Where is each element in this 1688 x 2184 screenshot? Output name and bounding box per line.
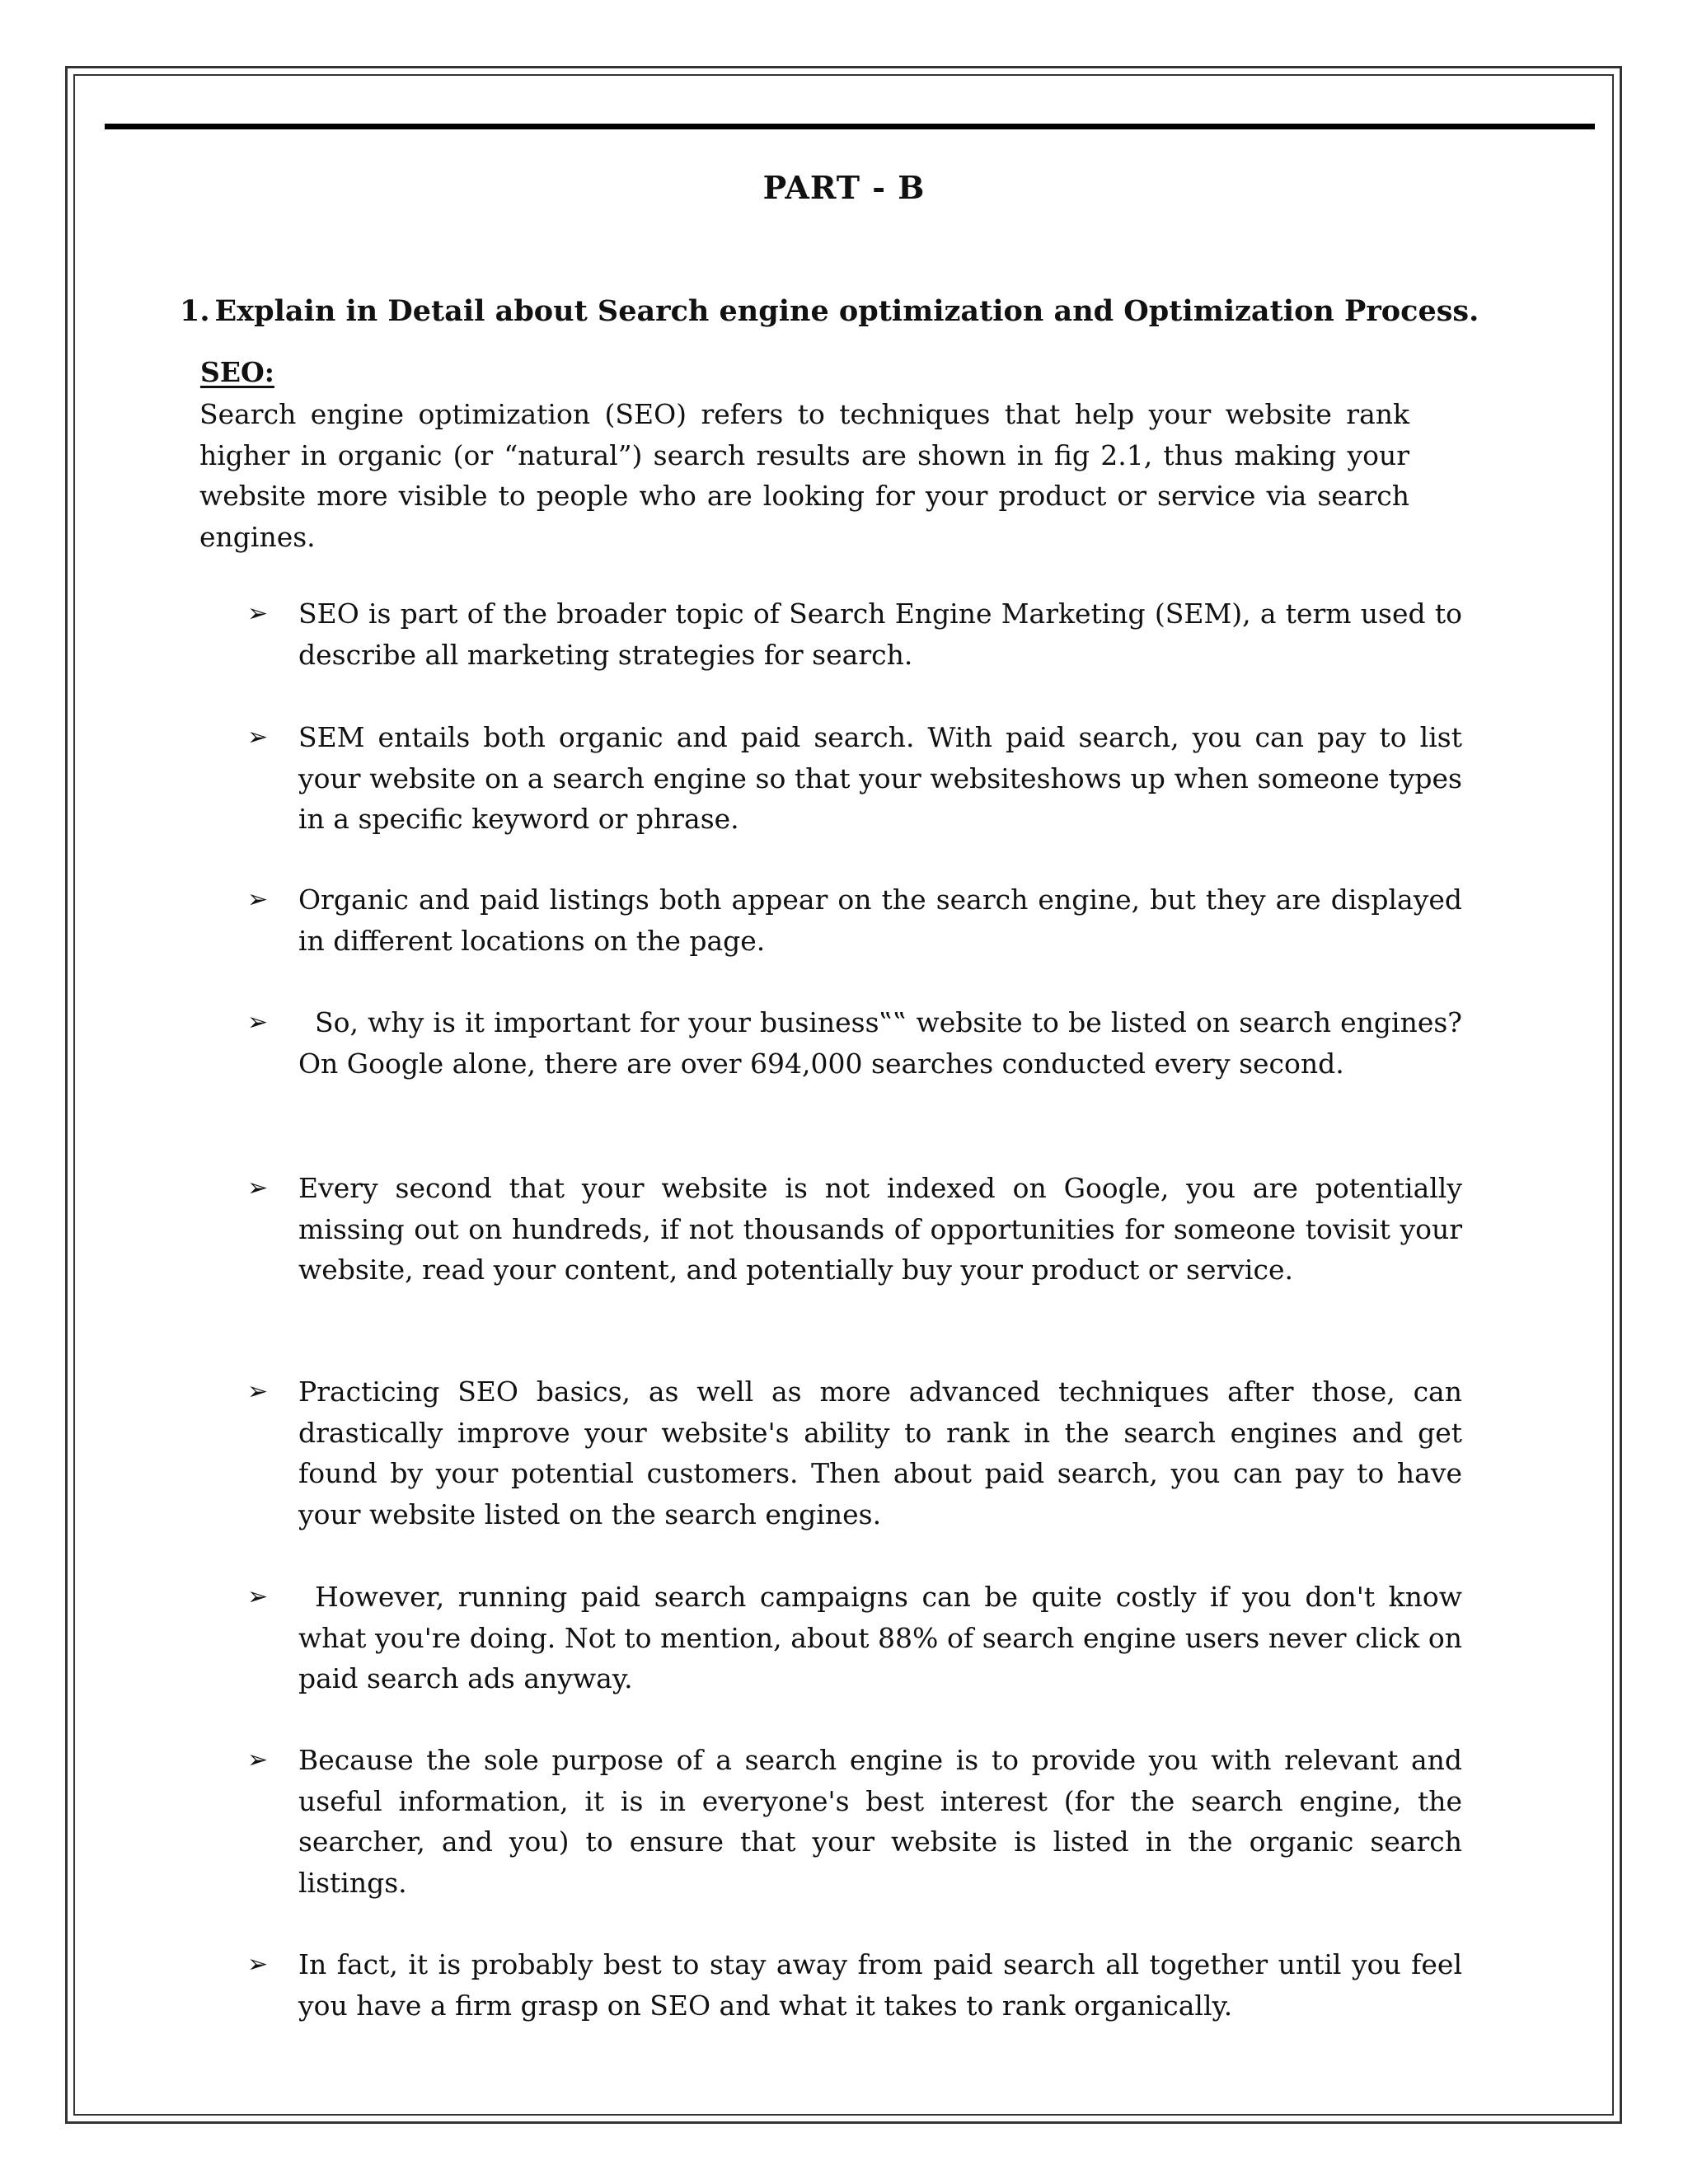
list-item-text: Organic and paid listings both appear on the search engine, but they are displayed in different locations on the page. xyxy=(298,883,1462,957)
list-item-text: Because the sole purpose of a search engine is to provide you with relevant and useful information, it is in everyone's best interest (for the search engine, the searcher, and you) to ensure that your website is listed in the organic search listings. xyxy=(298,1744,1462,1899)
question-number: 1. xyxy=(180,294,210,328)
question-text: Explain in Detail about Search engine optimization and Optimization Process. xyxy=(214,294,1479,328)
list-item-text: Every second that your website is not indexed on Google, you are potentially missing out on hundreds, if not thousands of opportunities for someone tovisit your website, read your content, and potentially buy your product or service. xyxy=(298,1172,1462,1286)
arrow-bullet-icon: ➢ xyxy=(247,599,269,628)
question-heading xyxy=(180,294,1581,328)
list-item xyxy=(247,1002,1462,1084)
list-item-text: SEO is part of the broader topic of Search Engine Marketing (SEM), a term used to describe all marketing strategies for search. xyxy=(298,598,1462,671)
arrow-bullet-icon: ➢ xyxy=(247,1950,269,1979)
list-item xyxy=(247,1577,1462,1699)
arrow-bullet-icon: ➢ xyxy=(247,1582,269,1611)
arrow-bullet-icon: ➢ xyxy=(247,1174,269,1202)
arrow-bullet-icon: ➢ xyxy=(247,1008,269,1037)
list-item-text: So, why is it important for your business‟‟ website to be listed on search engines? On Google alone, there are over 694,000 searches conducted every second. xyxy=(298,1006,1462,1080)
arrow-bullet-icon: ➢ xyxy=(247,1377,269,1406)
list-item-text: Practicing SEO basics, as well as more advanced techniques after those, can drastically improve your website's ability to rank in the search engines and get found by your potential customers. Then about paid search, you can pay to have your website listed on the search engines. xyxy=(298,1376,1462,1530)
list-item xyxy=(247,879,1462,961)
intro-paragraph: Search engine optimization (SEO) refers to techniques that help your website rank higher in organic (or “natural”) search results are shown in fig 2.1, thus making your website more visible to people who are looking for your product or service via search engines. xyxy=(199,398,1409,553)
arrow-bullet-icon: ➢ xyxy=(247,885,269,914)
list-item xyxy=(247,1944,1462,2026)
list-item-text: SEM entails both organic and paid search. With paid search, you can pay to list your website on a search engine so that your websiteshows up when someone types in a specific keyword or phrase. xyxy=(298,721,1462,835)
part-title: PART - B xyxy=(762,169,926,206)
list-item xyxy=(247,1371,1462,1535)
list-item xyxy=(247,1168,1462,1291)
header-rule xyxy=(105,124,1595,129)
list-item xyxy=(247,1740,1462,1903)
list-item-text: In fact, it is probably best to stay away from paid search all together until you feel you have a firm grasp on SEO and what it takes to rank organically. xyxy=(298,1948,1462,2022)
arrow-bullet-icon: ➢ xyxy=(247,723,269,752)
list-item xyxy=(247,593,1462,675)
section-label-seo: SEO: xyxy=(200,356,274,388)
list-item-text: However, running paid search campaigns can be quite costly if you don't know what you're doing. Not to mention, about 88% of search engine users never click on paid search ads anyway. xyxy=(298,1581,1462,1694)
list-item xyxy=(247,717,1462,840)
arrow-bullet-icon: ➢ xyxy=(247,1746,269,1774)
